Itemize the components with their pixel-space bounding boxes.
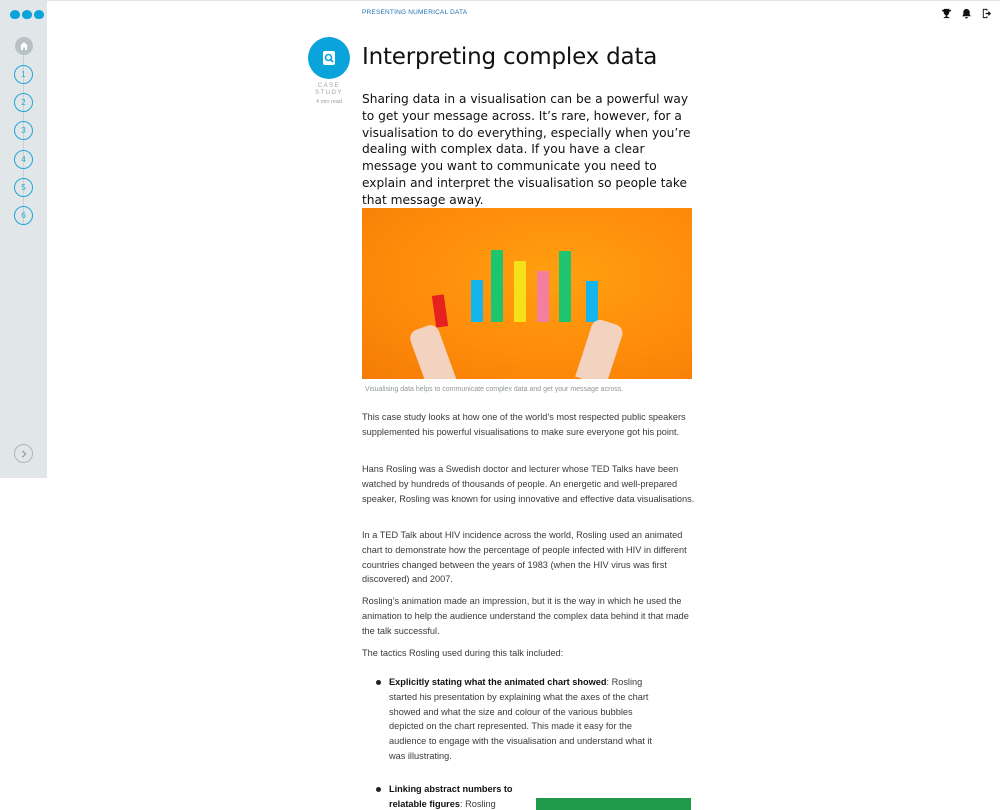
step-5-button[interactable]: 5 [14,178,33,197]
step-4-button[interactable]: 4 [14,150,33,169]
hero-bar [586,281,598,322]
body-paragraph-3: In a TED Talk about HIV incidence across the world, Rosling used an animated chart to demonstrate how the percentage of people infected with HIV in different countries changed between the years of 1983 (when the HIV virus was first discovered) and 2007. [362,530,687,585]
bullet-text: : Rosling [459,798,496,809]
app-logo[interactable] [10,10,44,19]
body-paragraph-4: Rosling’s animation made an impression, but it is the way in which he used the animation to help the audience understand the complex data behind it that made the talk successful. [362,596,689,636]
hero-bar [514,261,526,322]
progress-rail [0,0,47,478]
case-study-label: CASE STUDY [315,83,343,96]
step-1-button[interactable]: 1 [14,65,33,84]
read-time: 4 min read [316,99,342,105]
exit-icon [981,8,992,19]
hero-bar [537,271,549,322]
notifications-button[interactable] [960,7,972,19]
step-2-button[interactable]: 2 [14,93,33,112]
list-item [389,782,519,810]
case-study-badge [308,37,350,79]
hero-image [362,208,692,379]
trophy-button[interactable] [940,7,952,19]
chevron-right-icon [20,450,28,458]
trophy-icon [941,8,952,19]
exit-button[interactable] [980,7,992,19]
list-item [389,675,654,764]
bullet-heading: Linking abstract numbers to relatable figures [389,784,513,809]
body-paragraph-2: Hans Rosling was a Swedish doctor and lecturer whose TED Talks have been watched by hundreds of thousands of people. An energetic and well-prepared speaker, Rosling was known for using innovative and effective data visualisations. [362,464,695,504]
image-caption: Visualising data helps to communicate complex data and get your message across. [365,386,624,393]
right-hand [575,318,625,379]
body-paragraph-1: This case study looks at how one of the world’s most respected public speakers supplemented his powerful visualisations to make sure everyone got his point. [362,412,686,437]
step-6-button[interactable]: 6 [14,206,33,225]
home-button[interactable] [15,37,33,55]
body-paragraph-5: The tactics Rosling used during this talk included: [362,648,564,658]
top-toolbar [940,7,992,19]
bullet-heading: Explicitly stating what the animated chart showed [389,677,607,687]
hero-bar [491,250,503,322]
next-button[interactable] [14,444,33,463]
step-3-button[interactable]: 3 [14,121,33,140]
inline-image [536,798,691,810]
home-icon [19,41,29,51]
hero-bar [471,280,483,322]
hero-bar [559,251,571,322]
left-hand [408,323,457,379]
hero-bar [432,294,448,327]
magnifier-icon [319,48,339,68]
page-title: Interpreting complex data [362,44,658,70]
top-border [0,0,1000,1]
intro-paragraph: Sharing data in a visualisation can be a powerful way to get your message across. It’s rare, however, for a visualisation to do everything, especially when you’re dealing with complex data. If you have a clear message you want to communicate you need to explain and interpret the visualisation so people take that message away. [362,92,691,207]
bell-icon [961,8,972,19]
section-label[interactable]: PRESENTING NUMERICAL DATA [362,9,468,16]
bullet-text: : Rosling started his presentation by explaining what the axes of the chart showed and what the size and colour of the various bubbles depicted on the chart represented. This made it easy for the audience to engage with the visualisation and understand what it was illustrating. [389,677,653,761]
